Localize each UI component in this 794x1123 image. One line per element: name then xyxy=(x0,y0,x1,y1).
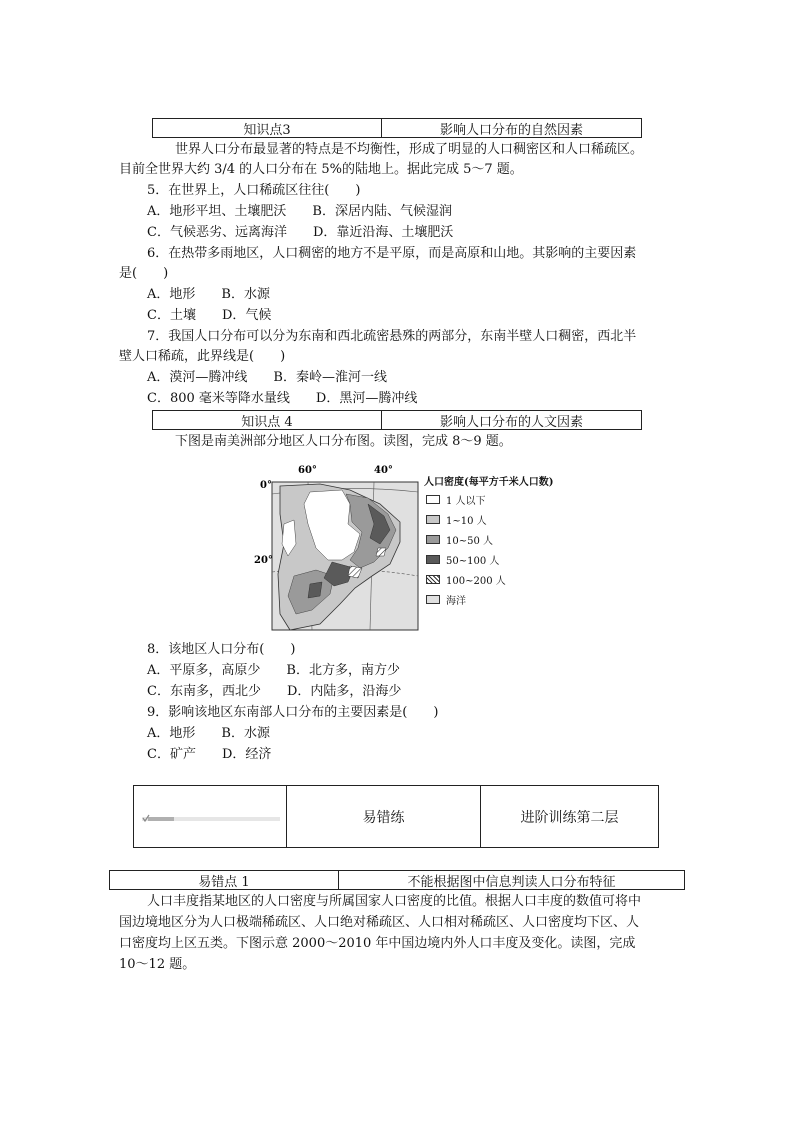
error-point-title: 不能根据图中信息判读人口分布特征 xyxy=(338,871,684,889)
latitude-label-20: 20° xyxy=(254,555,273,566)
progress-bar-icon xyxy=(142,812,282,826)
legend-label: 10~50 人 xyxy=(446,536,494,547)
longitude-label-40: 40° xyxy=(374,465,393,476)
section-banner xyxy=(133,785,659,848)
question-5-options-ab: A．地形平坦、土壤肥沃 B．深居内陆、气候湿润 xyxy=(147,204,452,219)
question-8-options-ab: A．平原多，高原少 B．北方多，南方少 xyxy=(147,663,400,678)
knowledge-point-label: 知识点 4 xyxy=(241,414,293,430)
banner-subtitle: 进阶训练第二层 xyxy=(520,809,619,826)
knowledge-point-title: 影响人口分布的自然因素 xyxy=(381,119,641,137)
latitude-label-0: 0° xyxy=(260,480,272,491)
question-7-stem-cont: 壁人口稀疏，此界线是( ) xyxy=(119,349,286,364)
question-5-options-cd: C．气候恶劣、远离海洋 D．靠近沿海、土壤肥沃 xyxy=(147,225,454,240)
legend-label: 1~10 人 xyxy=(446,516,487,527)
question-7-options-cd: C．800 毫米等降水量线 D．黑河—腾冲线 xyxy=(147,391,418,406)
legend-title: 人口密度(每平方千米人口数) xyxy=(424,477,554,488)
knowledge-point-label: 知识点3 xyxy=(243,122,291,138)
error-intro-line: 人口丰度指某地区的人口密度与所属国家人口密度的比值。根据人口丰度的数值可将中 xyxy=(147,894,642,909)
legend-label: 50~100 人 xyxy=(446,556,500,567)
map-intro: 下图是南美洲部分地区人口分布图。读图，完成 8～9 题。 xyxy=(175,434,512,449)
question-8-stem: 8．该地区人口分布( ) xyxy=(147,642,296,657)
legend-swatch xyxy=(426,535,440,544)
longitude-label-60: 60° xyxy=(298,465,317,476)
question-6-stem-cont: 是( ) xyxy=(119,266,169,281)
legend-item xyxy=(426,532,493,547)
legend-swatch xyxy=(426,575,440,584)
legend-swatch xyxy=(426,495,440,504)
legend-item xyxy=(426,552,499,567)
banner-icon-cell xyxy=(134,786,287,847)
intro-paragraph-line: 目前全世界大约 3/4 的人口分布在 5%的陆地上。据此完成 5～7 题。 xyxy=(119,162,523,177)
legend-label: 海洋 xyxy=(446,596,466,607)
legend-label: 1 人以下 xyxy=(446,496,486,507)
question-6-options-cd: C．土壤 D．气候 xyxy=(147,308,272,323)
error-point-1-header xyxy=(109,870,685,890)
question-6-options-ab: A．地形 B．水源 xyxy=(147,287,270,302)
knowledge-point-4-header xyxy=(152,410,642,430)
legend-item xyxy=(426,512,487,527)
legend-label: 100~200 人 xyxy=(446,576,506,587)
legend-item xyxy=(426,592,466,607)
question-9-options-ab: A．地形 B．水源 xyxy=(147,726,270,741)
legend-item xyxy=(426,572,506,587)
legend-swatch xyxy=(426,555,440,564)
banner-title: 易错练 xyxy=(287,786,481,847)
question-7-options-ab: A．漠河—腾冲线 B．秦岭—淮河一线 xyxy=(147,370,387,385)
question-9-stem: 9．影响该地区东南部人口分布的主要因素是( ) xyxy=(147,705,439,720)
map-svg xyxy=(250,464,570,634)
error-intro-line: 国边境地区分为人口极端稀疏区、人口绝对稀疏区、人口相对稀疏区、人口密度均下区、人 xyxy=(119,915,640,930)
error-point-label: 易错点 1 xyxy=(198,874,250,890)
legend-swatch xyxy=(426,595,440,604)
knowledge-point-title: 影响人口分布的人文因素 xyxy=(381,411,641,429)
question-5-stem: 5．在世界上，人口稀疏区往往( ) xyxy=(147,183,361,198)
question-7-stem: 7．我国人口分布可以分为东南和西北疏密悬殊的两部分，东南半壁人口稠密，西北半 xyxy=(147,329,637,344)
legend-swatch xyxy=(426,515,440,524)
population-density-map xyxy=(250,464,570,634)
error-intro-line: 10～12 题。 xyxy=(119,957,196,972)
intro-paragraph-line: 世界人口分布最显著的特点是不均衡性，形成了明显的人口稠密区和人口稀疏区。 xyxy=(175,142,644,157)
question-9-options-cd: C．矿产 D．经济 xyxy=(147,747,272,762)
legend-item xyxy=(426,492,486,507)
error-intro-line: 口密度均上区五类。下图示意 2000～2010 年中国边境内外人口丰度及变化。读图，完成 xyxy=(119,936,636,951)
question-6-stem: 6．在热带多雨地区，人口稠密的地方不是平原，而是高原和山地。其影响的主要因素 xyxy=(147,246,637,261)
question-8-options-cd: C．东南多，西北少 D．内陆多，沿海少 xyxy=(147,684,402,699)
knowledge-point-3-header xyxy=(152,118,642,138)
